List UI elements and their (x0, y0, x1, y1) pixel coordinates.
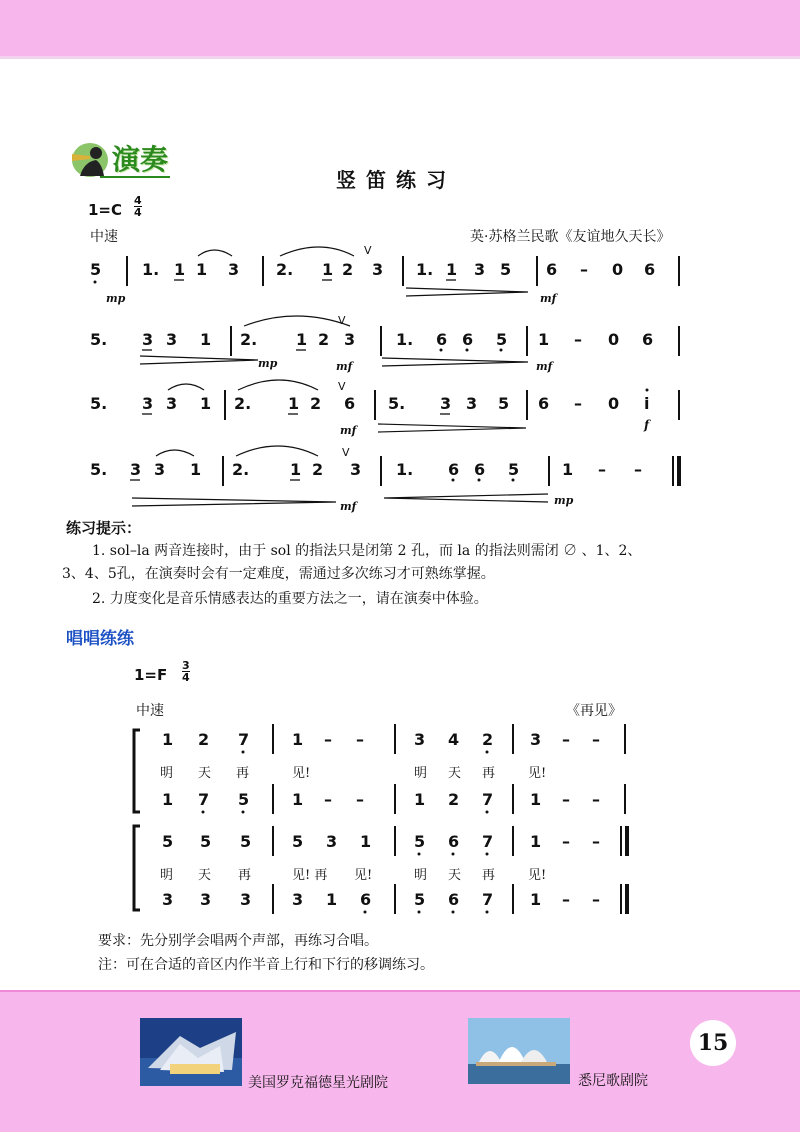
crescendo-hairpin (406, 288, 528, 296)
lyric: 再 (238, 868, 252, 883)
note: 7 (238, 730, 250, 749)
note: 6 (448, 890, 460, 909)
note: 1 (322, 260, 334, 279)
note: 5. (90, 330, 108, 349)
note: 3 (440, 394, 452, 413)
theater-caption: 美国罗克福德星光剧院 (248, 1075, 388, 1091)
crescendo-hairpin (378, 424, 526, 432)
note: 0 (608, 330, 620, 349)
song-source: 英·苏格兰民歌《友谊地久天长》 (470, 229, 671, 245)
lyric: 天 (448, 868, 462, 883)
opera-house-photo (468, 1018, 570, 1084)
octave-dots (0, 700, 800, 930)
note: 7 (482, 832, 494, 851)
note: 3 (530, 730, 542, 749)
sing-tempo: 中速 (136, 703, 164, 719)
breath-mark: V (342, 446, 350, 459)
dynamic-mf: mf (340, 500, 357, 513)
note: 1 (292, 730, 304, 749)
note: 1 (200, 330, 212, 349)
note: 2. (234, 394, 252, 413)
note: 5 (498, 394, 510, 413)
note: – (592, 832, 600, 851)
note: 3 (142, 330, 154, 349)
sing-time-signature: 3 4 (182, 659, 190, 684)
note: 5 (508, 460, 520, 479)
note: 3 (292, 890, 304, 909)
note: 5 (238, 790, 250, 809)
hint-paragraph-2: 2. 力度变化是音乐情感表达的重要方法之一，请在演奏中体验。 (92, 591, 488, 607)
note: 5. (90, 460, 108, 479)
note: 2 (198, 730, 210, 749)
note: 1. (396, 330, 414, 349)
note: 3 (474, 260, 486, 279)
note: 1 (530, 832, 542, 851)
note: 3 (166, 330, 178, 349)
note: – (324, 790, 332, 809)
note: – (598, 460, 606, 479)
slur (244, 316, 350, 326)
note: 5. (90, 394, 108, 413)
note: 0 (608, 394, 620, 413)
note: 1 (162, 730, 174, 749)
note: – (592, 890, 600, 909)
note: 2 (310, 394, 322, 413)
note: 3 (344, 330, 356, 349)
note: 6 (436, 330, 448, 349)
note: – (562, 790, 570, 809)
note: 6 (546, 260, 558, 279)
note: 5 (500, 260, 512, 279)
note: 5 (292, 832, 304, 851)
note: 2. (240, 330, 258, 349)
sing-source: 《再见》 (566, 703, 622, 719)
slur (198, 250, 232, 256)
breath-mark: V (338, 314, 346, 327)
slur (156, 450, 194, 456)
note: 1. (396, 460, 414, 479)
note: 1 (530, 790, 542, 809)
lyric: 天 (198, 868, 212, 883)
note: 7 (198, 790, 210, 809)
hint-paragraph-1: 1. sol–la 两音连接时，由于 sol 的指法只是闭第 2 孔，而 la 的指法则需闭 ∅ 、1、2、 (92, 543, 642, 559)
note: 1 (288, 394, 300, 413)
note: 3 (130, 460, 142, 479)
tempo-marking: 中速 (90, 229, 118, 245)
note: 2 (312, 460, 324, 479)
bottom-band (0, 992, 800, 1132)
note: 6 (538, 394, 550, 413)
dynamic-mf: mf (336, 360, 353, 373)
lyric: 见! (528, 868, 547, 883)
note: 3 (414, 730, 426, 749)
slur (280, 247, 354, 256)
note: 4 (448, 730, 460, 749)
note: 5 (414, 890, 426, 909)
note: 3 (166, 394, 178, 413)
note: – (356, 790, 364, 809)
note: – (592, 730, 600, 749)
key-signature: 1=C (88, 201, 123, 219)
note: 1 (290, 460, 302, 479)
note: – (592, 790, 600, 809)
lyric: 见! 再 (292, 868, 328, 883)
note: 3 (326, 832, 338, 851)
dynamic-mp: mp (106, 292, 126, 305)
piece-title: 竖笛练习 (336, 168, 456, 192)
hint-paragraph-1-cont: 3、4、5孔，在演奏时会有一定难度，需通过多次练习才可熟练掌握。 (62, 566, 495, 582)
lyric: 明 (160, 868, 174, 883)
note: 1 (414, 790, 426, 809)
note: – (562, 890, 570, 909)
slur (236, 446, 318, 456)
note: 3 (350, 460, 362, 479)
note: 1 (446, 260, 458, 279)
note: 2. (232, 460, 250, 479)
note: 1. (416, 260, 434, 279)
note: 6 (644, 260, 656, 279)
note: – (574, 394, 582, 413)
note: 6 (642, 330, 654, 349)
note: 5 (162, 832, 174, 851)
opera-house-caption: 悉尼歌剧院 (578, 1073, 648, 1089)
theater-photo (140, 1018, 242, 1086)
note: – (562, 832, 570, 851)
note: 1 (162, 790, 174, 809)
crescendo-hairpin (382, 358, 528, 366)
note: 2 (482, 730, 494, 749)
dynamic-mp: mp (554, 494, 574, 507)
note: – (580, 260, 588, 279)
note: 6 (344, 394, 356, 413)
note: 3 (372, 260, 384, 279)
note: 3 (154, 460, 166, 479)
note: 6 (474, 460, 486, 479)
note: 1 (296, 330, 308, 349)
lyric: 天 (448, 766, 462, 781)
note: 6 (462, 330, 474, 349)
lyric: 再 (236, 766, 250, 781)
lyric: 天 (198, 766, 212, 781)
note: 5. (388, 394, 406, 413)
note: 2 (318, 330, 330, 349)
note: 1 (190, 460, 202, 479)
note: 3 (228, 260, 240, 279)
note: 3 (240, 890, 252, 909)
note: 1 (196, 260, 208, 279)
note: 1 (360, 832, 372, 851)
section-title: 演奏 (112, 143, 169, 176)
note: 2 (448, 790, 460, 809)
note: – (356, 730, 364, 749)
note: 3 (200, 890, 212, 909)
note: 1 (200, 394, 212, 413)
breath-mark: V (338, 380, 346, 393)
note: 7 (482, 890, 494, 909)
dynamic-f: f (644, 418, 650, 432)
note: – (574, 330, 582, 349)
time-signature: 4 4 (134, 194, 142, 219)
lyric: 明 (160, 766, 174, 781)
note: 3 (142, 394, 154, 413)
note: 5 (414, 832, 426, 851)
requirement-text: 要求：先分别学会唱两个声部，再练习合唱。 (98, 933, 378, 949)
note: 1 (174, 260, 186, 279)
dynamic-mp: mp (258, 357, 278, 370)
lyric: 见! (528, 766, 547, 781)
crescendo-hairpin (132, 498, 336, 506)
note: 2 (342, 260, 354, 279)
note: 7 (482, 790, 494, 809)
sing-section-title: 唱唱练练 (66, 629, 134, 649)
sing-key: 1=F (134, 666, 168, 684)
note: – (562, 730, 570, 749)
slur (238, 380, 318, 390)
note: 0 (612, 260, 624, 279)
note-text: 注：可在合适的音区内作半音上行和下行的移调练习。 (98, 957, 434, 973)
note: 5 (496, 330, 508, 349)
breath-mark: V (364, 244, 372, 257)
lyric: 见! (292, 766, 311, 781)
note: 1. (142, 260, 160, 279)
decrescendo-hairpin (384, 494, 548, 502)
note: 3 (466, 394, 478, 413)
dynamic-mf: mf (536, 360, 553, 373)
note: 5 (200, 832, 212, 851)
note: 6 (360, 890, 372, 909)
note: 1 (326, 890, 338, 909)
hints-title: 练习提示： (66, 519, 142, 537)
lyric: 明 (414, 766, 428, 781)
note: 2. (276, 260, 294, 279)
note: 1 (530, 890, 542, 909)
lyric: 再 (482, 868, 496, 883)
dynamic-mf: mf (340, 424, 357, 437)
dynamic-mf: mf (540, 292, 557, 305)
page-number: 15 (690, 1020, 736, 1066)
crescendo-hairpin (140, 356, 258, 364)
note: 1 (538, 330, 550, 349)
note: – (324, 730, 332, 749)
note: 1 (292, 790, 304, 809)
note: 5 (240, 832, 252, 851)
note: 6 (448, 832, 460, 851)
note: i (644, 394, 650, 413)
lyric: 明 (414, 868, 428, 883)
lyric: 见! (354, 868, 373, 883)
note: 3 (162, 890, 174, 909)
note: – (634, 460, 642, 479)
lyric: 再 (482, 766, 496, 781)
note: 5 (90, 260, 102, 279)
note: 6 (448, 460, 460, 479)
slur (168, 384, 204, 390)
score-markings (0, 0, 800, 520)
note: 1 (562, 460, 574, 479)
